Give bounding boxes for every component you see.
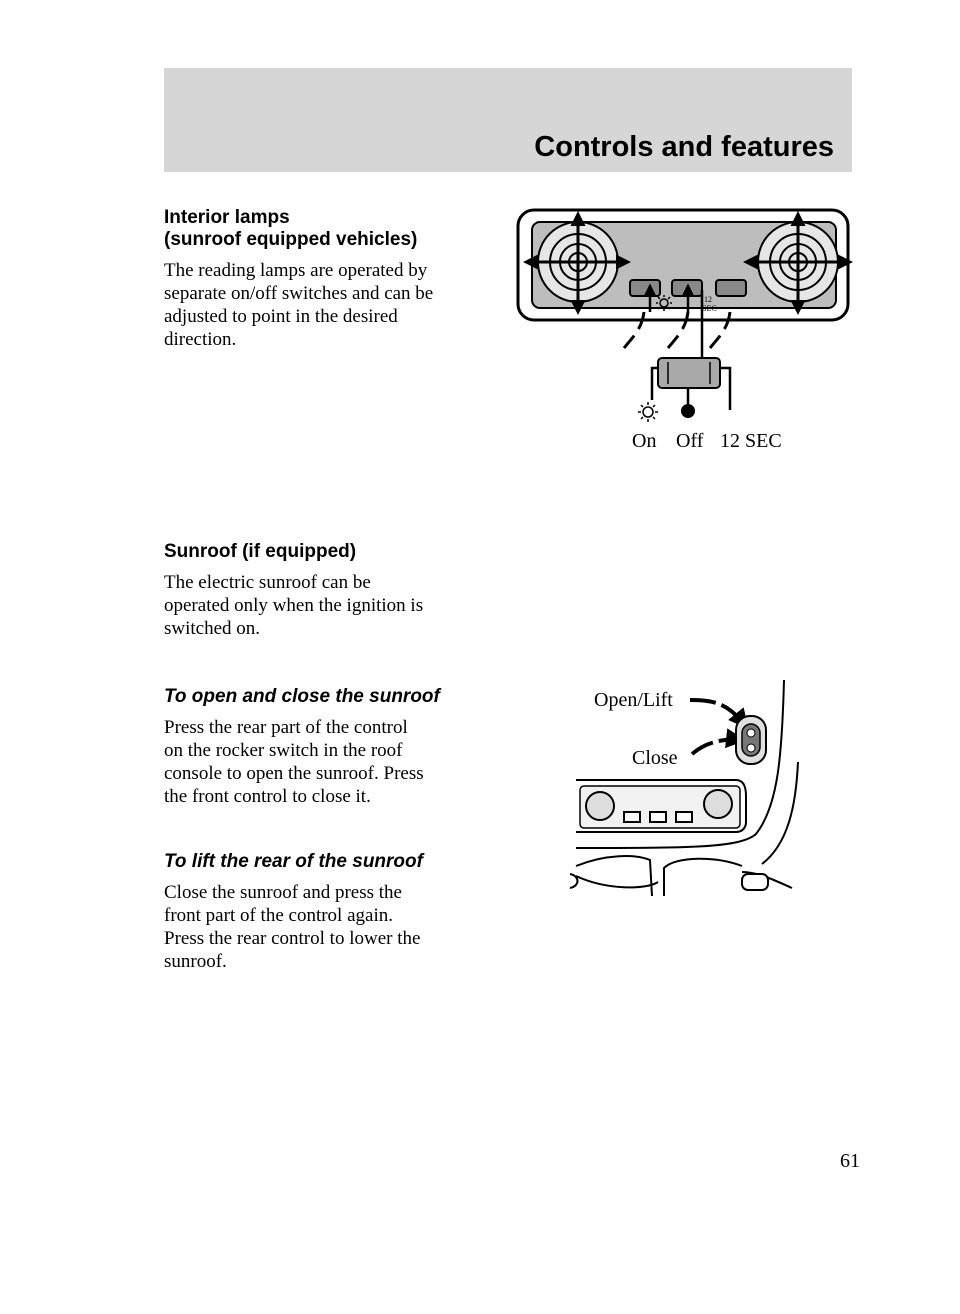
sunroof-section [164,541,504,640]
console-lamp-right [704,790,732,818]
lift-rear-heading: To lift the rear of the sunroof [164,851,423,872]
label-on: On [632,430,657,452]
label-off: Off [676,430,704,452]
label-12sec: 12 SEC [720,430,782,452]
interior-lamp-diagram [516,200,856,462]
interior-lamps-section [164,207,504,351]
switch-left [630,280,660,296]
open-close-section [164,686,504,808]
open-close-body: Press the rear part of the control on the rocker switch in the roof console to open the sunroof. Press the front control to close it. [164,717,424,807]
switch-right [716,280,746,296]
page-title: Controls and features [534,131,834,163]
on-sun-icon [638,402,658,422]
off-dot-icon [681,404,695,418]
lift-rear-section [164,851,504,973]
lift-rear-body: Close the sunroof and press the front part of the control again. Press the rear control to lower the sunroof. [164,882,421,972]
console-lamp-left [586,792,614,820]
label-close: Close [632,747,678,769]
interior-lamps-body: The reading lamps are operated by separate on/off switches and can be adjusted to point in the desired direction. [164,260,434,350]
header-band [164,68,852,172]
interior-lamps-heading [164,207,504,251]
page-number: 61 [840,1150,860,1172]
interior-lamps-heading-line2: (sunroof equipped vehicles) [164,229,418,250]
label-open-lift: Open/Lift [594,689,673,711]
sunroof-control-diagram [566,676,806,896]
switch-12sec-small-label: 12 SEC [702,295,717,313]
sunroof-heading: Sunroof (if equipped) [164,541,357,562]
open-close-heading: To open and close the sunroof [164,686,440,707]
interior-lamps-heading-line1: Interior lamps [164,207,290,228]
sunroof-body: The electric sunroof can be operated only when the ignition is switched on. [164,572,424,639]
